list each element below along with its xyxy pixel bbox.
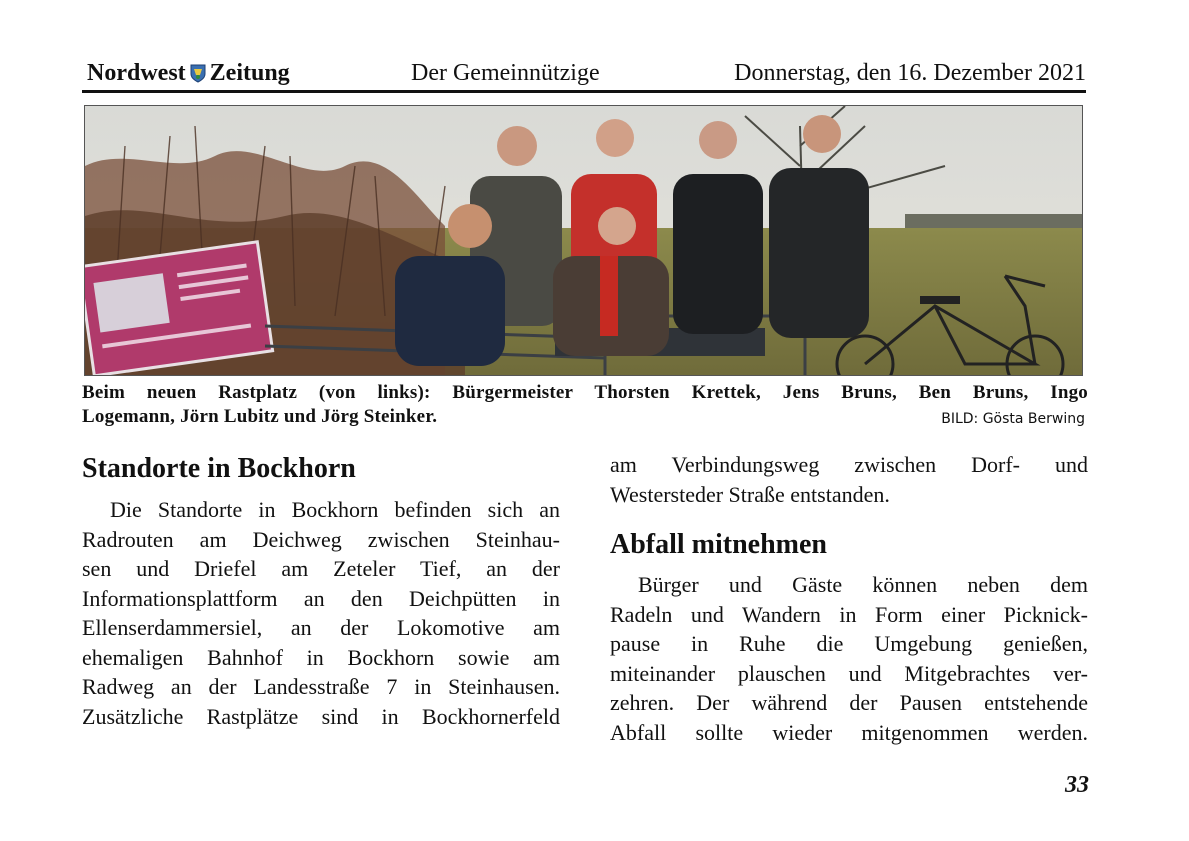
caption-line-1: Beim neuen Rastplatz (von links): Bürgermeister Thorsten Krettek, Jens Bruns, Ben Bruns, Ingo <box>82 382 1088 403</box>
group-photo <box>84 105 1083 376</box>
photo-credit: BILD: Gösta Berwing <box>941 411 1085 427</box>
issue-date: Donnerstag, den 16. Dezember 2021 <box>734 60 1086 86</box>
masthead-left: Nordwest <box>87 60 186 86</box>
crest-icon <box>190 64 206 83</box>
page-header <box>82 58 1086 88</box>
text-line: Ellenserdammersiel, an der Lokomotive am <box>82 615 560 640</box>
header-rule <box>82 90 1086 93</box>
article-column-right-continuation <box>610 450 1088 509</box>
masthead-logo <box>87 58 290 88</box>
text-line: Radeln und Wandern in Form einer Picknick- <box>610 601 1088 627</box>
photo-caption <box>82 381 1088 429</box>
text-line: am Verbindungsweg zwischen Dorf- und <box>610 452 1088 477</box>
text-line: pause in Ruhe die Umgebung genießen, <box>610 631 1088 656</box>
text-line: miteinander plauschen und Mitgebrachtes ver- <box>610 660 1088 686</box>
text-line: zehren. Der während der Pausen entstehende <box>610 690 1088 715</box>
caption-line-2: Logemann, Jörn Lubitz und Jörg Steinker. <box>82 406 438 427</box>
text-line: Radrouten am Deichweg zwischen Steinhau- <box>82 526 560 552</box>
text-line: Abfall sollte wieder mitgenommen werden. <box>610 719 1088 745</box>
article-heading-abfall: Abfall mitnehmen <box>610 529 827 560</box>
supplement-title: Der Gemeinnützige <box>411 60 600 86</box>
text-line: Die Standorte in Bockhorn befinden sich an <box>110 497 560 522</box>
page-number: 33 <box>1065 772 1089 798</box>
text-line: sen und Driefel am Zeteler Tief, an der <box>82 556 560 581</box>
text-line: ehemaligen Bahnhof in Bockhorn sowie am <box>82 644 560 670</box>
article-column-right <box>610 570 1088 747</box>
text-line: Bürger und Gäste können neben dem <box>638 572 1088 597</box>
text-line: Zusätzliche Rastplätze sind in Bockhornerfeld <box>82 703 560 729</box>
text-line: Radweg an der Landesstraße 7 in Steinhausen. <box>82 674 560 699</box>
article-column-left <box>82 495 560 731</box>
text-line: Informationsplattform an den Deichpütten in <box>82 585 560 611</box>
text-line: Westersteder Straße entstanden. <box>610 481 890 507</box>
masthead-right: Zeitung <box>209 60 290 86</box>
article-heading-standorte: Standorte in Bockhorn <box>82 453 356 484</box>
group-photo-icon <box>85 106 1083 376</box>
